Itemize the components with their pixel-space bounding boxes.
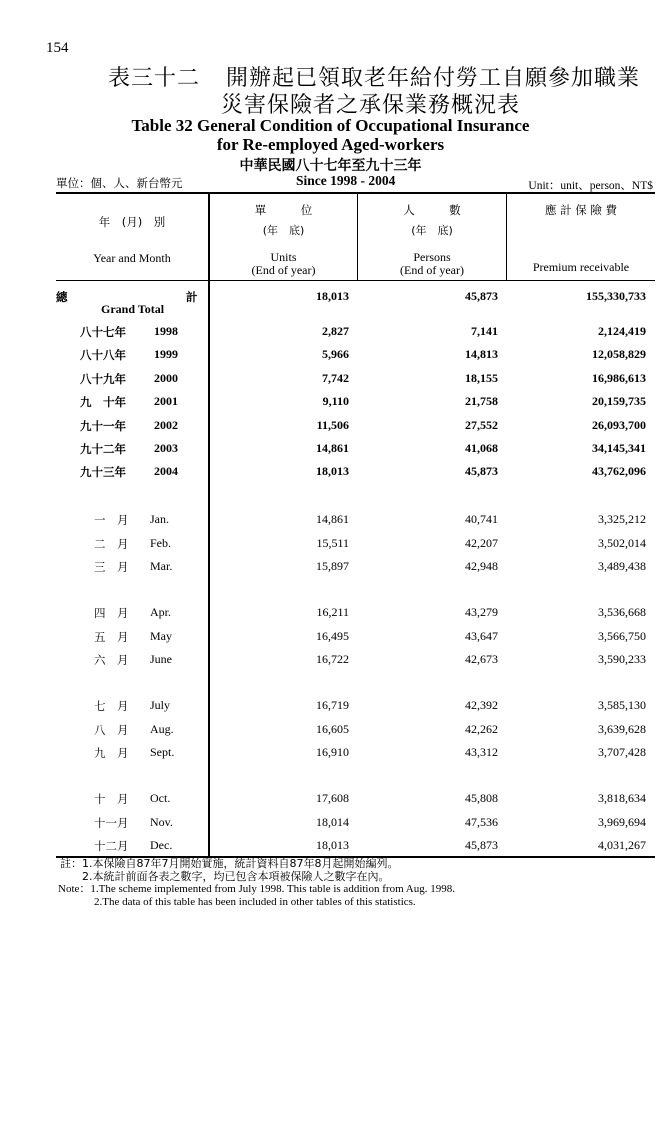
persons-cell: 41,068 bbox=[465, 441, 498, 455]
header-persons bbox=[358, 204, 506, 277]
footnotes bbox=[60, 858, 455, 908]
row-label-en: Oct. bbox=[150, 791, 171, 805]
row-label-zh: 三 月 bbox=[94, 560, 129, 574]
header-col2-sub-zh: (年 底) bbox=[411, 224, 453, 237]
units-cell: 16,722 bbox=[316, 652, 349, 666]
header-col0-zh: 年 (月) 別 bbox=[98, 215, 166, 229]
title-zh-line2: 災害保險者之承保業務概況表 bbox=[221, 92, 521, 117]
units-cell: 7,742 bbox=[322, 370, 349, 385]
row-label-zh: 九十一年 bbox=[80, 418, 126, 433]
row-label-en: 1998 bbox=[154, 324, 178, 338]
row-label-zh: 九 十年 bbox=[80, 395, 126, 410]
grand-total-zh-a: 總 bbox=[56, 290, 68, 304]
row-label-zh: 四 月 bbox=[94, 606, 129, 620]
table-row bbox=[56, 650, 655, 670]
grand-total-persons: 45,873 bbox=[465, 289, 498, 303]
grand-total-row bbox=[56, 287, 655, 316]
units-cell: 16,495 bbox=[316, 628, 349, 643]
row-label-en: June bbox=[150, 652, 172, 666]
row-label-en: Dec. bbox=[150, 838, 173, 852]
persons-cell: 27,552 bbox=[465, 417, 498, 432]
header-premium bbox=[507, 204, 655, 274]
persons-cell: 45,808 bbox=[465, 791, 498, 805]
premium-cell: 3,590,233 bbox=[598, 652, 646, 666]
note-zh-1: 註：1.本保險自87年7月開始實施，統計資料自87年8月起開始編列。 bbox=[60, 857, 399, 870]
row-label-zh: 五 月 bbox=[94, 629, 129, 644]
period-en: Since 1998 - 2004 bbox=[296, 173, 396, 188]
row-label-zh: 十 月 bbox=[94, 792, 129, 806]
title-english bbox=[0, 116, 661, 154]
premium-cell: 20,159,735 bbox=[592, 394, 646, 409]
premium-cell: 3,639,628 bbox=[598, 721, 646, 736]
persons-cell: 42,673 bbox=[465, 652, 498, 666]
row-label-en: 2001 bbox=[154, 394, 178, 409]
premium-cell: 3,566,750 bbox=[598, 628, 646, 643]
table-number-zh: 表三十二 bbox=[108, 65, 201, 90]
table-row bbox=[56, 743, 655, 763]
header-col1-en1: Units bbox=[270, 250, 297, 264]
row-label-zh: 九十三年 bbox=[80, 465, 126, 480]
table-row bbox=[56, 720, 655, 740]
persons-cell: 21,758 bbox=[465, 394, 498, 409]
units-cell: 16,211 bbox=[316, 605, 349, 619]
row-label-en: Nov. bbox=[150, 814, 173, 829]
table-top-rule bbox=[56, 192, 655, 194]
persons-cell: 45,873 bbox=[465, 464, 498, 479]
row-label-zh: 七 月 bbox=[94, 699, 129, 713]
premium-cell: 3,707,428 bbox=[598, 745, 646, 759]
row-label-en: Aug. bbox=[150, 721, 174, 736]
premium-cell: 16,986,613 bbox=[592, 370, 646, 385]
units-cell: 18,013 bbox=[316, 464, 349, 479]
table-row bbox=[56, 392, 655, 412]
row-label-zh: 一 月 bbox=[94, 513, 129, 527]
row-label-zh: 八十七年 bbox=[80, 325, 126, 339]
units-cell: 16,719 bbox=[316, 698, 349, 712]
premium-cell: 3,969,694 bbox=[598, 814, 646, 829]
row-label-en: Sept. bbox=[150, 745, 175, 759]
table-row bbox=[56, 322, 655, 342]
header-bottom-rule bbox=[56, 280, 655, 281]
period-zh: 中華民國八十七年至九十三年 bbox=[239, 159, 422, 174]
row-label-zh: 十一月 bbox=[94, 815, 129, 830]
table-row bbox=[56, 696, 655, 716]
premium-cell: 3,489,438 bbox=[598, 559, 646, 573]
row-label-en: Mar. bbox=[150, 559, 173, 573]
units-cell: 14,861 bbox=[316, 441, 349, 455]
persons-cell: 43,312 bbox=[465, 745, 498, 759]
premium-cell: 3,818,634 bbox=[598, 791, 646, 805]
units-cell: 14,861 bbox=[316, 512, 349, 526]
row-label-en: Apr. bbox=[150, 605, 171, 619]
note-zh-2: 2.本統計前面各表之數字，均已包含本項被保險人之數字在內。 bbox=[82, 869, 390, 883]
premium-cell: 2,124,419 bbox=[598, 324, 646, 338]
table-row bbox=[56, 510, 655, 530]
grand-total-units: 18,013 bbox=[316, 289, 349, 303]
units-cell: 17,608 bbox=[316, 791, 349, 805]
premium-cell: 4,031,267 bbox=[598, 838, 646, 852]
row-label-en: July bbox=[150, 698, 171, 712]
table-row bbox=[56, 627, 655, 647]
header-col1-en2: (End of year) bbox=[251, 263, 316, 277]
persons-cell: 43,647 bbox=[465, 628, 498, 643]
header-col2-zh: 人 數 bbox=[403, 203, 461, 217]
premium-cell: 3,536,668 bbox=[598, 605, 646, 619]
premium-cell: 3,502,014 bbox=[598, 535, 646, 550]
note-en-2: 2.The data of this table has been included in other tables of this statistics. bbox=[94, 895, 416, 908]
grand-total-en: Grand Total bbox=[101, 302, 165, 316]
row-label-zh: 二 月 bbox=[94, 536, 129, 551]
premium-cell: 12,058,829 bbox=[592, 347, 646, 362]
row-label-en: 2000 bbox=[154, 370, 178, 385]
persons-cell: 43,279 bbox=[465, 605, 498, 619]
table-row bbox=[56, 462, 655, 482]
row-label-zh: 八十八年 bbox=[80, 348, 126, 363]
row-label-en: 1999 bbox=[154, 347, 178, 362]
note-en-1: Note：1.The scheme implemented from July 1998. This table is addition from Aug. 1998. bbox=[58, 883, 455, 895]
premium-cell: 43,762,096 bbox=[592, 464, 646, 479]
header-col0-en: Year and Month bbox=[93, 251, 171, 265]
premium-cell: 3,325,212 bbox=[598, 512, 646, 526]
premium-cell: 3,585,130 bbox=[598, 698, 646, 712]
table-row bbox=[56, 369, 655, 389]
row-label-en: 2003 bbox=[154, 441, 178, 455]
table-row bbox=[56, 534, 655, 554]
unit-zh: 單位：個、人、新台幣元 bbox=[56, 178, 183, 190]
row-label-en: 2002 bbox=[154, 417, 178, 432]
title-en-line2: for Re-employed Aged-workers bbox=[216, 135, 445, 154]
persons-cell: 42,262 bbox=[465, 721, 498, 736]
header-col2-en2: (End of year) bbox=[400, 263, 464, 277]
page-number: 154 bbox=[46, 40, 69, 56]
premium-cell: 26,093,700 bbox=[592, 417, 646, 432]
table-row bbox=[56, 789, 655, 809]
units-cell: 16,605 bbox=[316, 721, 349, 736]
units-cell: 15,897 bbox=[316, 559, 349, 573]
table-row bbox=[56, 603, 655, 623]
title-en-line1: Table 32 General Condition of Occupational Insurance bbox=[131, 116, 530, 135]
title-chinese bbox=[108, 64, 640, 118]
table-row bbox=[56, 813, 655, 833]
persons-cell: 40,741 bbox=[465, 512, 498, 526]
row-label-zh: 八 月 bbox=[94, 722, 129, 737]
premium-cell: 34,145,341 bbox=[592, 441, 646, 455]
table-row bbox=[56, 416, 655, 436]
persons-cell: 42,392 bbox=[465, 698, 498, 712]
table-row bbox=[56, 439, 655, 459]
header-col1-sub-zh: (年 底) bbox=[262, 224, 305, 237]
units-cell: 5,966 bbox=[322, 347, 349, 362]
row-label-en: 2004 bbox=[154, 464, 178, 479]
persons-cell: 42,948 bbox=[465, 559, 498, 573]
row-label-zh: 六 月 bbox=[94, 653, 129, 667]
units-cell: 2,827 bbox=[322, 324, 349, 338]
row-label-zh: 九 月 bbox=[94, 746, 129, 760]
persons-cell: 45,873 bbox=[465, 838, 498, 852]
grand-total-zh-b: 計 bbox=[186, 290, 198, 304]
header-col3-zh: 應 計 保 險 費 bbox=[544, 203, 618, 217]
title-zh-line1: 開辦起已領取老年給付勞工自願參加職業 bbox=[226, 65, 641, 90]
persons-cell: 7,141 bbox=[471, 324, 498, 338]
units-cell: 15,511 bbox=[316, 535, 349, 550]
persons-cell: 42,207 bbox=[465, 535, 498, 550]
units-cell: 16,910 bbox=[316, 745, 349, 759]
row-label-zh: 八十九年 bbox=[80, 371, 126, 386]
table-row bbox=[56, 557, 655, 577]
persons-cell: 18,155 bbox=[465, 370, 498, 385]
row-label-en: Jan. bbox=[150, 512, 169, 526]
row-label-zh: 九十二年 bbox=[80, 442, 126, 456]
grand-total-premium: 155,330,733 bbox=[586, 289, 646, 303]
table-row bbox=[56, 836, 655, 856]
header-units bbox=[210, 204, 357, 277]
row-label-zh: 十二月 bbox=[94, 839, 129, 853]
persons-cell: 14,813 bbox=[465, 347, 498, 362]
header-col1-zh: 單 位 bbox=[254, 203, 313, 217]
units-cell: 11,506 bbox=[316, 417, 349, 432]
header-year-month bbox=[56, 216, 208, 265]
table-row bbox=[56, 345, 655, 365]
units-cell: 18,014 bbox=[316, 814, 349, 829]
header-col2-en1: Persons bbox=[413, 250, 451, 264]
row-label-en: Feb. bbox=[150, 535, 171, 550]
units-cell: 18,013 bbox=[316, 838, 349, 852]
units-cell: 9,110 bbox=[322, 394, 349, 409]
header-col3-en: Premium receivable bbox=[532, 260, 630, 274]
unit-en: Unit：unit、person、NT$ bbox=[528, 180, 653, 192]
row-label-en: May bbox=[150, 628, 172, 643]
persons-cell: 47,536 bbox=[465, 814, 498, 829]
